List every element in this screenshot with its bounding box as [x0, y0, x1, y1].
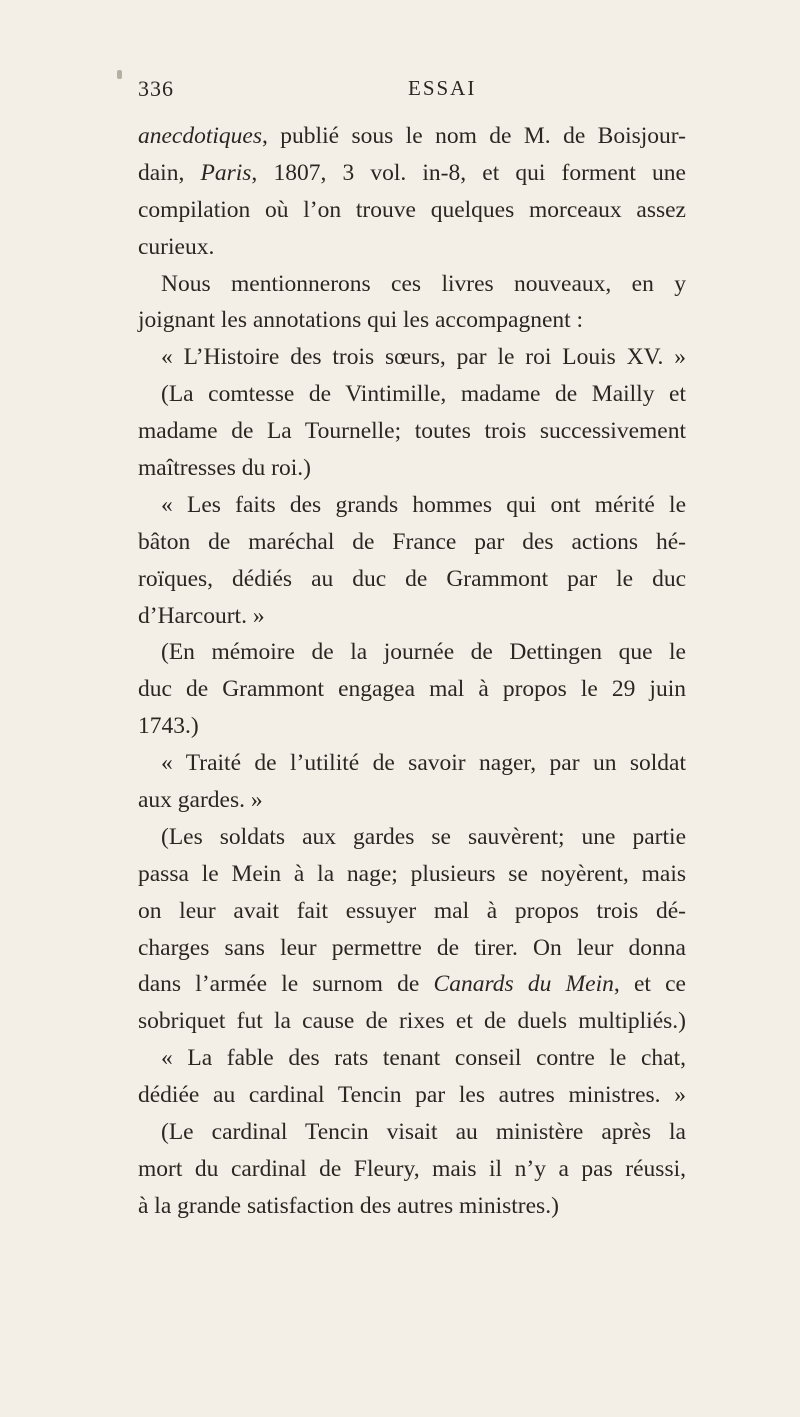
text-line	[138, 1151, 686, 1188]
text-line	[138, 155, 686, 192]
text-line	[138, 634, 686, 671]
text-line	[138, 1040, 686, 1077]
text-line	[138, 745, 686, 782]
text-line	[138, 450, 686, 487]
text-segment: dain,	[138, 159, 201, 186]
italic-text: Canards du Mein	[433, 971, 614, 998]
text-segment: madame de La Tournelle; toutes trois successivement	[138, 418, 686, 445]
text-segment: dédiée au cardinal Tencin par les autres ministres. »	[138, 1082, 686, 1109]
text-line	[138, 561, 686, 598]
text-segment: à la grande satisfaction des autres ministres.)	[138, 1192, 559, 1219]
text-line	[138, 708, 686, 745]
italic-text: anecdotiques	[138, 123, 262, 149]
italic-text: Paris	[200, 159, 252, 186]
text-segment: maîtresses du roi.)	[138, 455, 311, 482]
text-line	[138, 966, 686, 1003]
text-segment: mort du cardinal de Fleury, mais il n’y a pas réussi,	[138, 1155, 686, 1182]
text-line	[138, 671, 686, 708]
text-segment: on leur avait fait essuyer mal à propos trois dé-	[138, 897, 686, 924]
text-segment: , et ce	[613, 971, 686, 998]
text-segment: sobriquet fut la cause de rixes et de duels multipliés.)	[138, 1008, 686, 1035]
text-segment: joignant les annotations qui les accompagnent :	[138, 307, 584, 334]
text-line	[138, 893, 686, 930]
text-segment: roïques, dédiés au duc de Grammont par le duc	[138, 565, 686, 592]
text-line	[138, 266, 686, 303]
text-segment: (La comtesse de Vintimille, madame de Mailly et	[161, 381, 686, 408]
text-segment: passa le Mein à la nage; plusieurs se noyèrent, mais	[138, 860, 686, 887]
text-line	[138, 930, 686, 967]
text-line	[138, 192, 686, 229]
text-segment: charges sans leur permettre de tirer. On leur donna	[138, 934, 686, 961]
text-segment: , publié sous le nom de M. de Boisjour-	[262, 123, 686, 149]
text-segment: Nous mentionnerons ces livres nouveaux, en y	[161, 270, 686, 297]
text-segment: curieux.	[138, 233, 215, 260]
text-line	[138, 413, 686, 450]
text-segment: (En mémoire de la journée de Dettingen que le	[161, 639, 686, 666]
text-line	[138, 302, 686, 339]
text-segment: bâton de maréchal de France par des actions hé-	[138, 528, 686, 555]
text-line	[138, 1077, 686, 1114]
text-segment: compilation où l’on trouve quelques morceaux assez	[138, 196, 686, 223]
text-segment: duc de Grammont engagea mal à propos le 29 juin	[138, 676, 686, 703]
text-segment: (Le cardinal Tencin visait au ministère après la	[161, 1119, 686, 1146]
text-line	[138, 856, 686, 893]
text-segment: (Les soldats aux gardes se sauvèrent; une partie	[161, 823, 686, 850]
text-line	[138, 819, 686, 856]
text-segment: « L’Histoire des trois sœurs, par le roi Louis XV. »	[161, 344, 686, 371]
ink-smudge	[117, 70, 122, 79]
text-line	[138, 1003, 686, 1040]
text-line	[138, 782, 686, 819]
text-segment: « Traité de l’utilité de savoir nager, par un soldat	[161, 750, 686, 777]
text-segment: 1743.)	[138, 713, 199, 740]
page-header	[138, 76, 678, 106]
page-number: 336	[138, 76, 174, 101]
text-line	[138, 118, 686, 155]
text-segment: « La fable des rats tenant conseil contre le chat,	[161, 1045, 686, 1072]
text-line	[138, 229, 686, 266]
text-segment: d’Harcourt. »	[138, 602, 265, 629]
text-line	[138, 339, 686, 376]
text-line	[138, 598, 686, 635]
text-line	[138, 524, 686, 561]
body-text	[138, 118, 686, 1225]
text-segment: , 1807, 3 vol. in-8, et qui forment une	[251, 159, 686, 186]
running-title: ESSAI	[408, 76, 477, 100]
text-segment: dans l’armée le surnom de	[138, 971, 434, 998]
text-line	[138, 1188, 686, 1225]
text-line	[138, 1114, 686, 1151]
text-segment: « Les faits des grands hommes qui ont mérité le	[161, 491, 686, 518]
text-line	[138, 376, 686, 413]
text-line	[138, 487, 686, 524]
text-segment: aux gardes. »	[138, 787, 263, 814]
